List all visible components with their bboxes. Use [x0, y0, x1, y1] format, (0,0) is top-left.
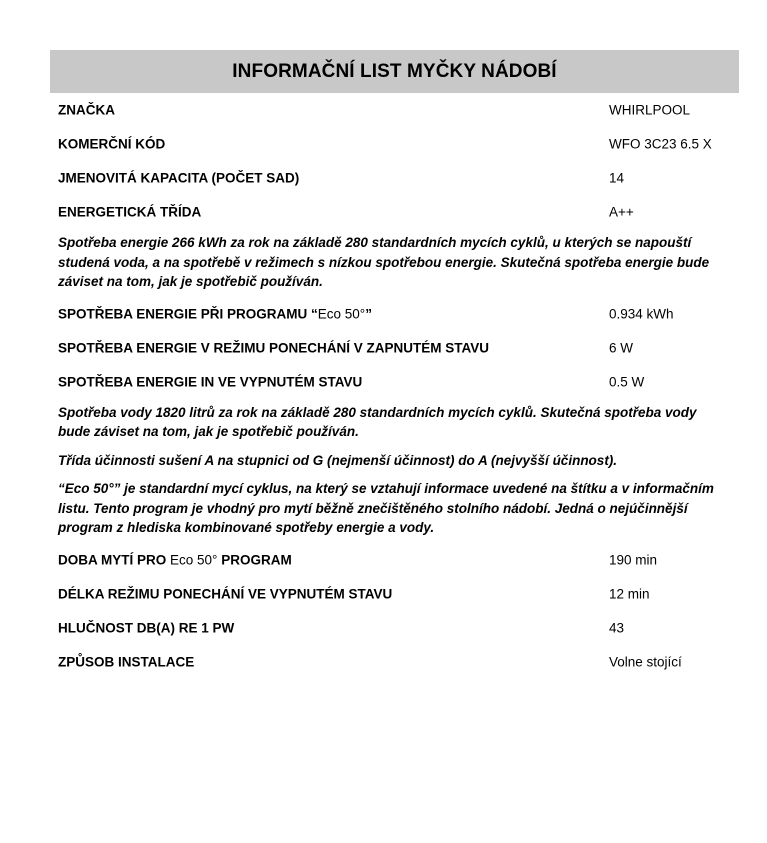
installation-value: Volne stojící — [609, 654, 682, 669]
product-info-sheet — [50, 50, 739, 679]
row-energy-class — [50, 195, 739, 229]
eco-program-note: “Eco 50°” je standardní mycí cyklus, na který se vztahují informace uvedené na štítku a v informačním listu. Tento program je vhodný pro mytí běžně znečištěného stolního nádobí. Jedná o nejúčinnější program z hlediska kombinované spotřeby energie a vody. — [58, 481, 714, 535]
left-on-power-label: SPOTŘEBA ENERGIE V REŽIMU PONECHÁNÍ V ZAPNUTÉM STAVU — [58, 340, 490, 355]
program-energy-label — [58, 306, 372, 321]
row-noise — [50, 611, 739, 645]
capacity-value: 14 — [609, 170, 625, 186]
energy-consumption-note: Spotřeba energie 266 kWh za rok na základě 280 standardních mycích cyklů, u kterých se napouští studená voda, a na spotřebě v režimech s nízkou spotřebou energie. Skutečná spotřeba energie bude záviset na tom, jak je spotřebič používán. — [58, 235, 710, 289]
capacity-label: JMENOVITÁ KAPACITA (POČET SAD) — [58, 170, 300, 186]
row-capacity — [50, 161, 739, 195]
program-duration-label-end: PROGRAM — [217, 552, 292, 567]
left-on-power-value: 6 W — [609, 340, 634, 355]
row-left-on-duration — [50, 577, 739, 611]
noise-value: 43 — [609, 620, 625, 635]
program-duration-value: 190 min — [609, 552, 658, 567]
off-mode-power-label: SPOTŘEBA ENERGIE IN VE VYPNUTÉM STAVU — [58, 374, 363, 389]
sheet-title: INFORMAČNÍ LIST MYČKY NÁDOBÍ — [50, 50, 739, 93]
commercial-code-value: WFO 3C23 6.5 X — [609, 136, 712, 152]
drying-class-note: Třída účinnosti sušení A na stupnici od G (nejmenší účinnost) do A (nejvyšší účinnost). — [58, 452, 618, 468]
program-duration-label — [58, 552, 292, 567]
program-energy-value: 0.934 kWh — [609, 306, 674, 321]
left-on-duration-label: DÉLKA REŽIMU PONECHÁNÍ VE VYPNUTÉM STAVU — [58, 586, 393, 601]
row-brand — [50, 93, 739, 127]
row-installation — [50, 645, 739, 679]
water-consumption-note: Spotřeba vody 1820 litrů za rok na základě 280 standardních mycích cyklů. Skutečná spotřeba vody bude záviset na tom, jak je spotřebič používán. — [58, 404, 697, 439]
row-commercial-code — [50, 127, 739, 161]
program-energy-label-eco: Eco 50° — [317, 306, 366, 321]
energy-class-label: ENERGETICKÁ TŘÍDA — [58, 204, 202, 220]
left-on-duration-value: 12 min — [609, 586, 650, 601]
brand-value: WHIRLPOOL — [609, 102, 691, 118]
brand-label: ZNAČKA — [58, 102, 115, 118]
row-left-on-power — [50, 331, 739, 365]
commercial-code-label: KOMERČNÍ KÓD — [58, 136, 166, 152]
program-duration-label-bold: DOBA MYTÍ PRO — [58, 552, 171, 567]
program-energy-label-bold: SPOTŘEBA ENERGIE PŘI PROGRAMU “ — [58, 306, 318, 321]
program-duration-label-eco: Eco 50° — [170, 552, 218, 567]
row-program-duration — [50, 543, 739, 577]
row-off-mode-power — [50, 365, 739, 399]
program-energy-label-end: ” — [365, 306, 372, 321]
noise-label: HLUČNOST DB(A) RE 1 PW — [58, 620, 235, 635]
row-program-energy — [50, 297, 739, 331]
energy-class-value: A++ — [609, 204, 634, 220]
installation-label: ZPŮSOB INSTALACE — [58, 654, 195, 669]
off-mode-power-value: 0.5 W — [609, 374, 645, 389]
